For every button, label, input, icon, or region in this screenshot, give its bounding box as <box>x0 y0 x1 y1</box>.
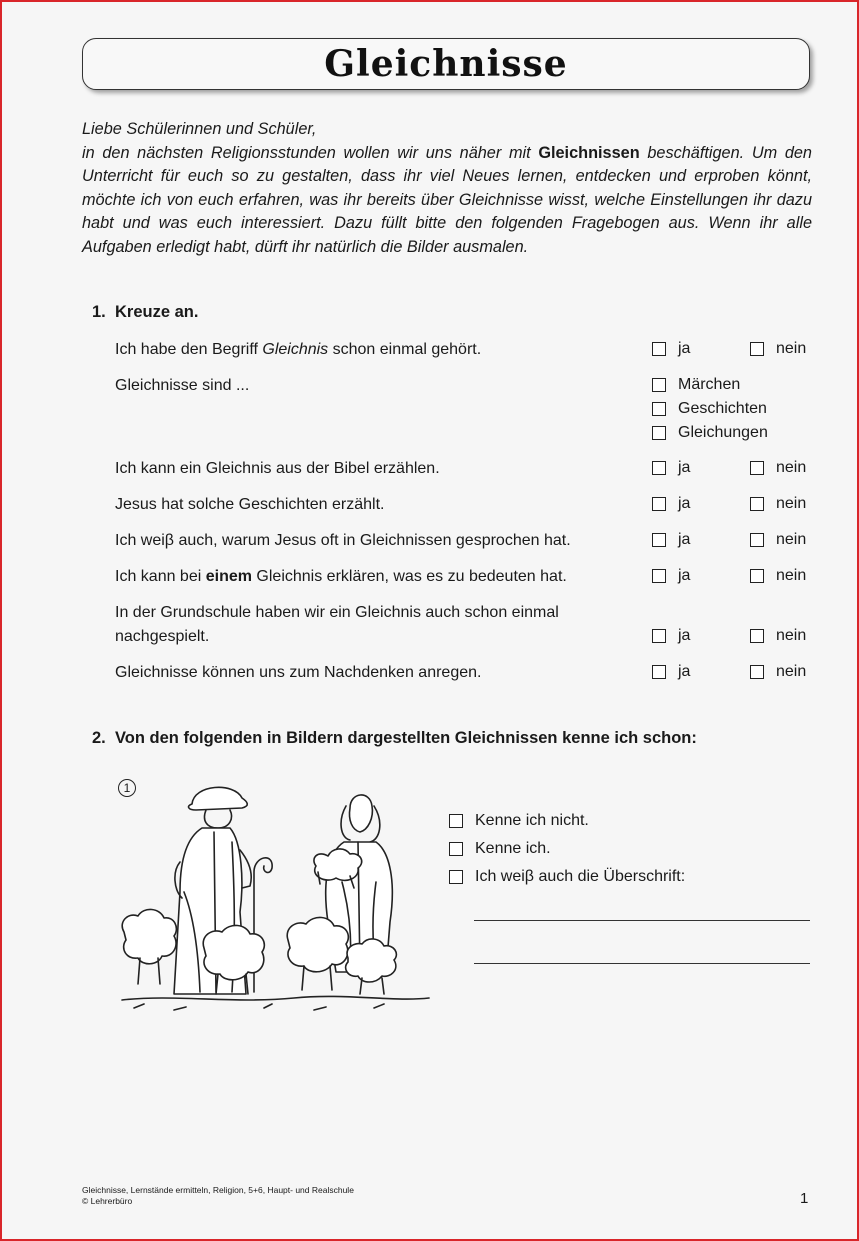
q1-text-a: Ich habe den Begriff <box>115 341 263 358</box>
section-1-number: 1. <box>92 303 106 321</box>
intro-greeting: Liebe Schülerinnen und Schüler, <box>82 120 317 138</box>
no-label: nein <box>776 567 807 584</box>
title-box <box>82 38 810 90</box>
q7-yes-checkbox[interactable] <box>652 626 690 646</box>
section-1-heading <box>92 303 198 322</box>
page-number: 1 <box>800 1190 809 1207</box>
q2-option-maerchen[interactable] <box>652 375 740 395</box>
q3-no-checkbox[interactable] <box>750 458 806 478</box>
checkbox-icon[interactable] <box>750 342 764 356</box>
yes-label: ja <box>678 531 691 548</box>
option-label: Gleichungen <box>678 424 768 441</box>
checkbox-icon[interactable] <box>652 342 666 356</box>
intro-text-before: in den nächsten Religionsstunden wollen wir uns näher mit <box>82 143 539 162</box>
checkbox-icon[interactable] <box>652 426 666 440</box>
intro-bold: Gleichnissen <box>538 143 640 162</box>
q3-yes-checkbox[interactable] <box>652 458 690 478</box>
q7-line2: nachgespielt. <box>115 627 210 645</box>
q1-text-italic: Gleichnis <box>262 341 329 358</box>
item-number-circle: 1 <box>118 779 136 797</box>
no-label: nein <box>776 459 807 476</box>
checkbox-icon[interactable] <box>652 665 666 679</box>
checkbox-icon[interactable] <box>750 497 764 511</box>
q6-text-a: Ich kann bei <box>115 568 206 585</box>
question-8: Gleichnisse können uns zum Nachdenken anregen. <box>115 664 482 681</box>
q8-yes-checkbox[interactable] <box>652 662 690 682</box>
section-2-number: 2. <box>92 729 106 747</box>
option-ueberschrift[interactable] <box>449 867 685 887</box>
intro-text-after: beschäftigen. Um den Unterricht für euch so zu gestalten, dass ihr viel Neues lernen, entdecken und erproben könnt, möchte ich von euch erfahren, was ihr bereits über Gleichnisse wisst, welche Einstellungen ihr dazu habt und was euch interessiert. Dazu füllt bitte den folgenden Fragebogen aus. Wenn ihr alle Aufgaben erledigt habt, dürft ihr natürlich die Bilder ausmalen. <box>82 143 812 256</box>
q5-no-checkbox[interactable] <box>750 530 806 550</box>
shepherd-sheep-illustration <box>114 772 434 1017</box>
checkbox-icon[interactable] <box>652 533 666 547</box>
option-label: Geschichten <box>678 400 767 417</box>
option-label: Kenne ich. <box>475 840 551 857</box>
yes-label: ja <box>678 340 691 357</box>
yes-label: ja <box>678 567 691 584</box>
question-7 <box>115 601 559 648</box>
footer-line-1: Gleichnisse, Lernstände ermitteln, Religion, 5+6, Haupt- und Realschule <box>82 1185 354 1195</box>
option-label: Kenne ich nicht. <box>475 812 589 829</box>
q6-text-bold: einem <box>205 568 252 585</box>
q6-yes-checkbox[interactable] <box>652 566 690 586</box>
no-label: nein <box>776 531 807 548</box>
option-kenne-ich-nicht[interactable] <box>449 811 589 831</box>
checkbox-icon[interactable] <box>750 569 764 583</box>
answer-line-2[interactable] <box>474 963 810 964</box>
section-1-title: Kreuze an. <box>115 303 199 321</box>
footer-line-2: © Lehrerbüro <box>82 1196 133 1206</box>
checkbox-icon[interactable] <box>652 569 666 583</box>
checkbox-icon[interactable] <box>652 629 666 643</box>
checkbox-icon[interactable] <box>750 665 764 679</box>
no-label: nein <box>776 495 807 512</box>
question-5: Ich weiβ auch, warum Jesus oft in Gleichnissen gesprochen hat. <box>115 532 571 549</box>
yes-label: ja <box>678 663 691 680</box>
footer <box>82 1185 354 1207</box>
q2-option-gleichungen[interactable] <box>652 423 768 443</box>
checkbox-icon[interactable] <box>449 870 463 884</box>
q6-text-c: Gleichnis erklären, was es zu bedeuten hat. <box>251 568 567 585</box>
no-label: nein <box>776 627 807 644</box>
question-6 <box>115 565 567 589</box>
q1-text-c: schon einmal gehört. <box>328 341 482 358</box>
no-label: nein <box>776 340 807 357</box>
checkbox-icon[interactable] <box>652 402 666 416</box>
checkbox-icon[interactable] <box>652 461 666 475</box>
checkbox-icon[interactable] <box>449 842 463 856</box>
question-3: Ich kann ein Gleichnis aus der Bibel erzählen. <box>115 460 440 477</box>
q8-no-checkbox[interactable] <box>750 662 806 682</box>
q2-option-geschichten[interactable] <box>652 399 767 419</box>
question-1 <box>115 338 481 362</box>
option-label: Märchen <box>678 376 741 393</box>
yes-label: ja <box>678 459 691 476</box>
yes-label: ja <box>678 495 691 512</box>
option-kenne-ich[interactable] <box>449 839 551 859</box>
q7-line1: In der Grundschule haben wir ein Gleichnis auch schon einmal <box>115 604 559 621</box>
checkbox-icon[interactable] <box>652 378 666 392</box>
q7-no-checkbox[interactable] <box>750 626 806 646</box>
yes-label: ja <box>678 627 691 644</box>
option-label: Ich weiβ auch die Überschrift: <box>475 868 686 885</box>
checkbox-icon[interactable] <box>750 533 764 547</box>
question-4: Jesus hat solche Geschichten erzählt. <box>115 496 385 513</box>
q1-no-checkbox[interactable] <box>750 339 806 359</box>
page-title: Gleichnisse <box>324 43 568 85</box>
question-2: Gleichnisse sind ... <box>115 377 250 394</box>
checkbox-icon[interactable] <box>652 497 666 511</box>
section-2-title: Von den folgenden in Bildern dargestellten Gleichnissen kenne ich schon: <box>115 729 697 747</box>
answer-line-1[interactable] <box>474 920 810 921</box>
intro-text <box>82 118 812 259</box>
q4-no-checkbox[interactable] <box>750 494 806 514</box>
q5-yes-checkbox[interactable] <box>652 530 690 550</box>
section-2-heading <box>92 729 697 748</box>
checkbox-icon[interactable] <box>449 814 463 828</box>
checkbox-icon[interactable] <box>750 461 764 475</box>
no-label: nein <box>776 663 807 680</box>
q1-yes-checkbox[interactable] <box>652 339 690 359</box>
checkbox-icon[interactable] <box>750 629 764 643</box>
q6-no-checkbox[interactable] <box>750 566 806 586</box>
q4-yes-checkbox[interactable] <box>652 494 690 514</box>
